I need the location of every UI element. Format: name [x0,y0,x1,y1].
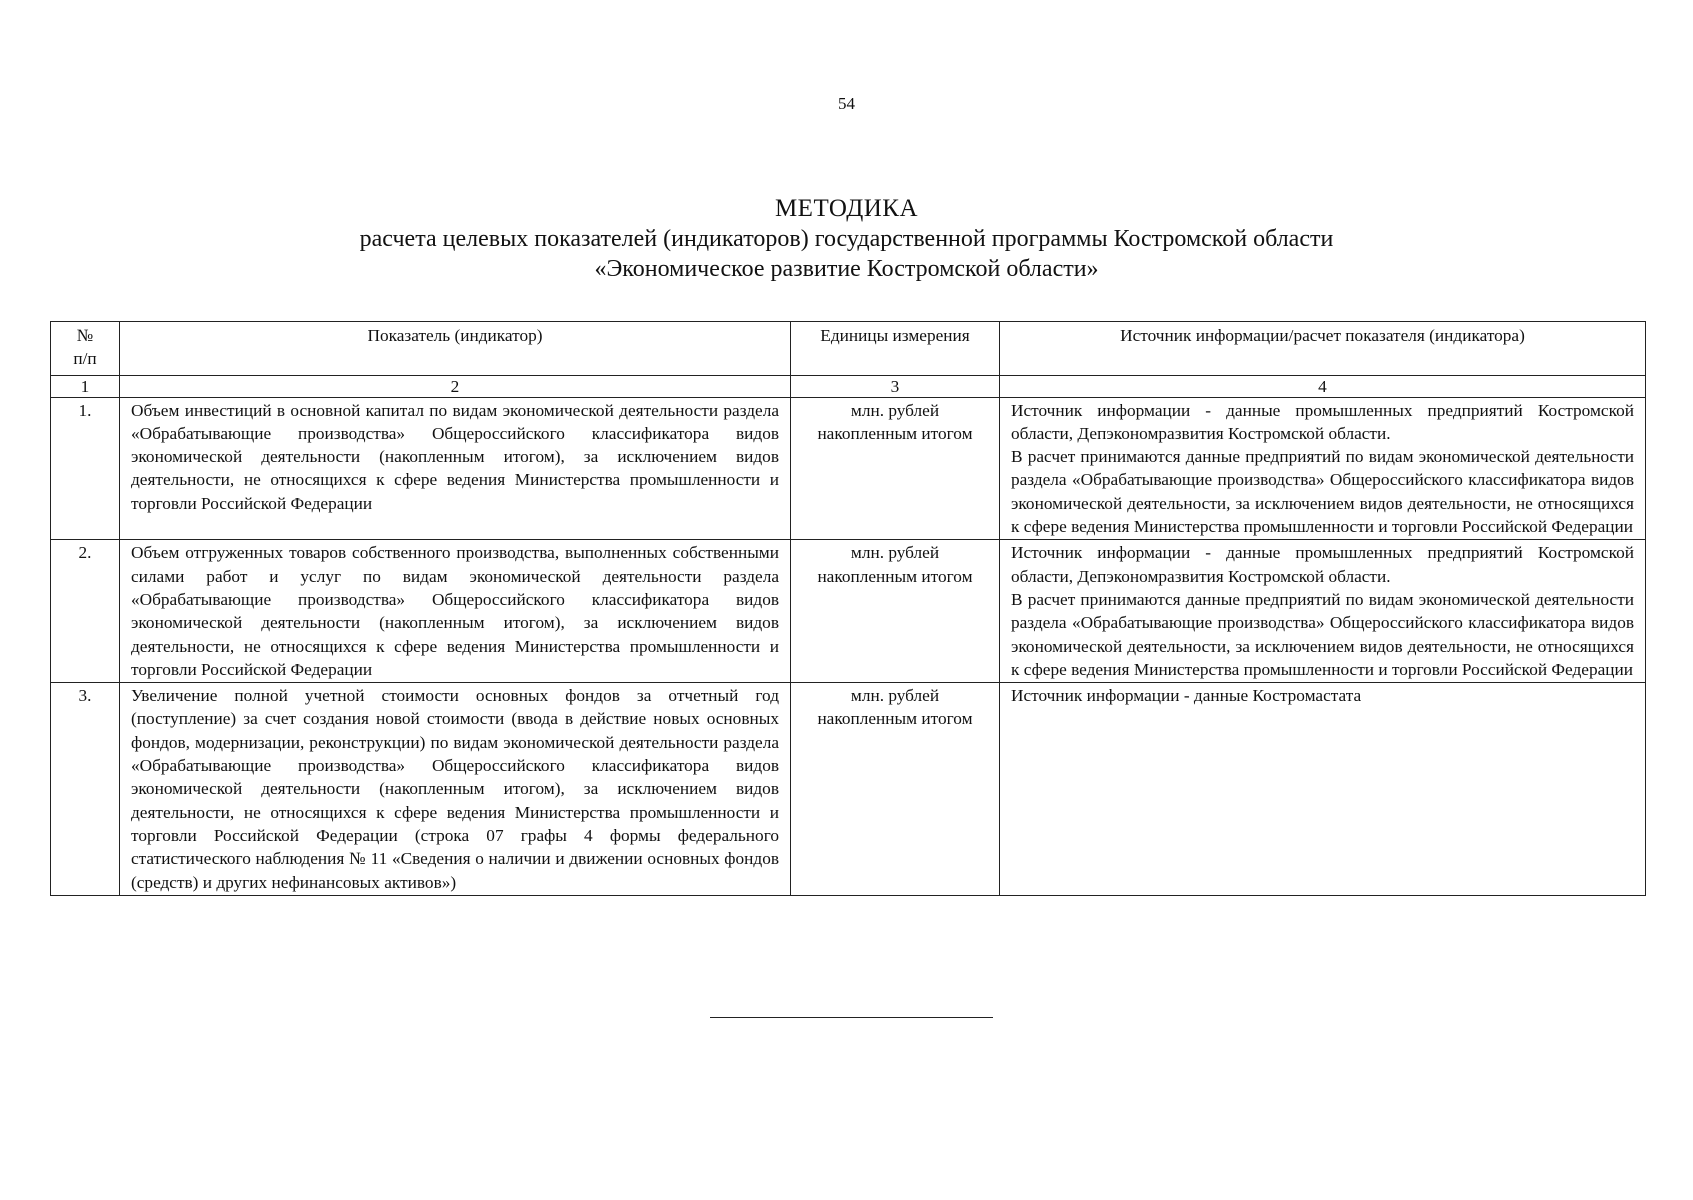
header-indicator: Показатель (индикатор) [120,322,791,376]
row-unit: млн. рублей накопленным итогом [791,540,1000,683]
page-number: 54 [838,94,855,113]
row-source-paragraph: В расчет принимаются данные предприятий по видам экономической деятельности раздела «Обрабатывающие производства» Общероссийского классификатора видов экономической деятельности, за исключением видов деятельности, не относящихся к сфере ведения Министерства промышленности и торговли Российской Федерации [1011,589,1634,679]
column-number: 2 [120,375,791,397]
header-unit: Единицы измерения [791,322,1000,376]
row-number: 3. [51,683,120,896]
row-number: 1. [51,397,120,540]
header-source: Источник информации/расчет показателя (индикатора) [1000,322,1646,376]
row-indicator: Увеличение полной учетной стоимости основных фондов за отчетный год (поступление) за счет создания новой стоимости (ввода в действие новых основных фондов, модернизации, реконструкции) по видам экономической деятельности раздела «Обрабатывающие производства» Общероссийского классификатора видов экономической деятельности (накопленным итогом), за исключением видов деятельности, не относящихся к сфере ведения Министерства промышленности и торговли Российской Федерации (строка 07 графы 4 формы федерального статистического наблюдения № 11 «Сведения о наличии и движении основных фондов (средств) и других нефинансовых активов») [120,683,791,896]
table-row [51,540,1646,683]
indicators-table [50,321,1646,896]
row-indicator: Объем инвестиций в основной капитал по видам экономической деятельности раздела «Обрабатывающие производства» Общероссийского классификатора видов экономической деятельности (накопленным итогом), за исключением видов деятельности, не относящихся к сфере ведения Министерства промышленности и торговли Российской Федерации [120,397,791,540]
row-unit: млн. рублей накопленным итогом [791,683,1000,896]
row-unit: млн. рублей накопленным итогом [791,397,1000,540]
row-source [1000,683,1646,896]
row-source-paragraph: В расчет принимаются данные предприятий по видам экономической деятельности раздела «Обрабатывающие производства» Общероссийского классификатора видов экономической деятельности, за исключением видов деятельности, не относящихся к сфере ведения Министерства промышленности и торговли Российской Федерации [1011,447,1634,537]
row-source-paragraph: Источник информации - данные промышленных предприятий Костромской области, Депэкономразвития Костромской области. [1011,543,1634,586]
column-number: 3 [791,375,1000,397]
table-column-numbers-row [51,375,1646,397]
column-number: 1 [51,375,120,397]
table-row [51,683,1646,896]
document-subtitle-line2: «Экономическое развитие Костромской области» [594,256,1099,282]
row-number: 2. [51,540,120,683]
row-source-paragraph: Источник информации - данные промышленных предприятий Костромской области, Депэкономразвития Костромской области. [1011,400,1634,443]
row-source [1000,540,1646,683]
row-source [1000,397,1646,540]
table-header-row [51,322,1646,376]
document-title: МЕТОДИКА [774,195,919,222]
table-row [51,397,1646,540]
row-source-paragraph: Источник информации - данные Костромастата [1011,686,1362,706]
title-block [0,194,1693,284]
column-number: 4 [1000,375,1646,397]
header-num: № п/п [51,322,120,376]
footer-divider [710,1017,993,1018]
row-indicator: Объем отгруженных товаров собственного производства, выполненных собственными силами работ и услуг по видам экономической деятельности раздела «Обрабатывающие производства» Общероссийского классификатора видов экономической деятельности (накопленным итогом), за исключением видов деятельности, не относящихся к сфере ведения Министерства промышленности и торговли Российской Федерации [120,540,791,683]
document-subtitle-line1: расчета целевых показателей (индикаторов) государственной программы Костромской области [359,226,1334,252]
